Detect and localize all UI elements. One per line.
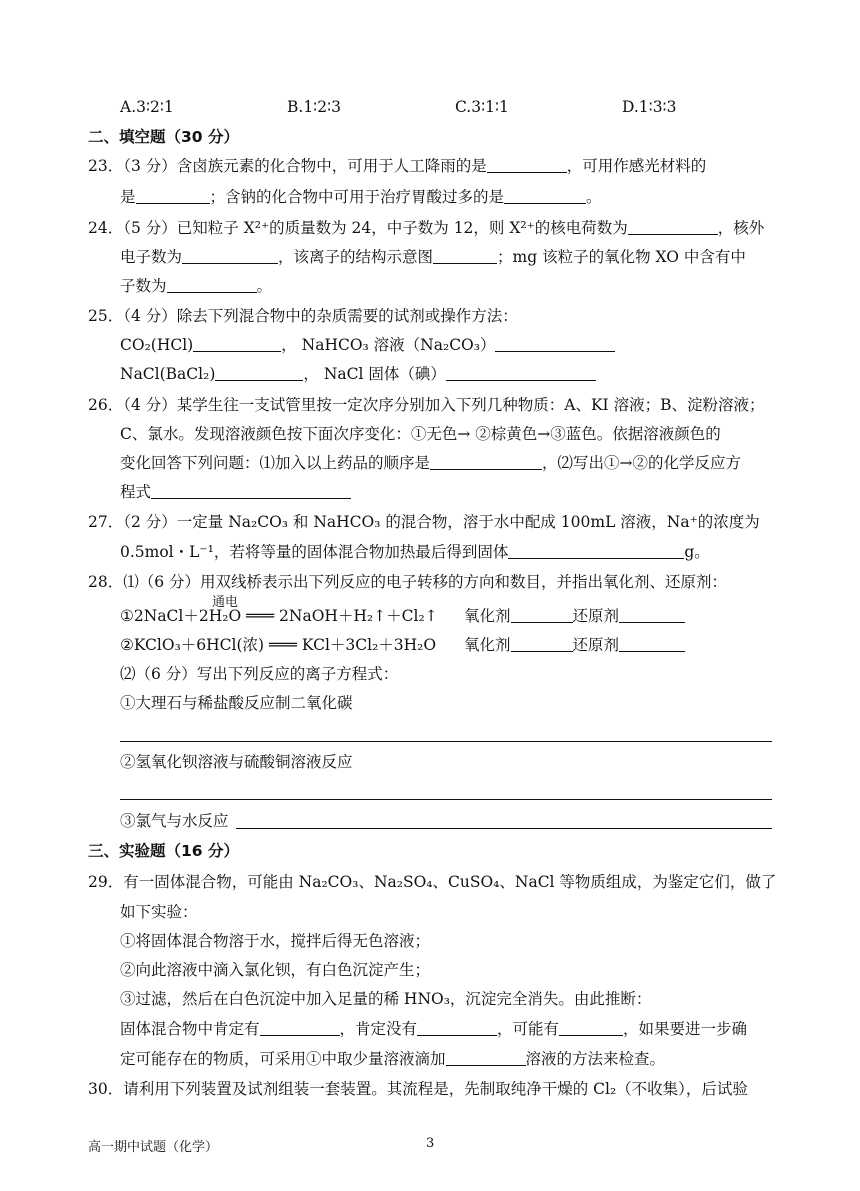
q26-line3: 变化回答下列问题：⑴加入以上药品的顺序是 ，⑵写出①→②的化学反应方 (120, 454, 742, 472)
answer-line-3 (236, 828, 772, 829)
q26-line2: C、氯水。发现溶液颜色按下面次序变化：①无色→ ②棕黄色→③蓝色。依据溶液颜色的 (120, 425, 721, 443)
q29-conclusion2: 定可能存在的物质，可采用①中取少量溶液滴加 溶液的方法来检查。 (120, 1050, 666, 1068)
page-number: 3 (426, 1136, 435, 1151)
q24-line2: 电子数为 ，该离子的结构示意图 ；mg 该粒子的氧化物 XO 中含有中 (120, 248, 746, 266)
section-heading-fill-in: 二、填空题（30 分） (88, 128, 239, 146)
q24-line1: 24．（5 分）已知粒子 X²⁺的质量数为 24，中子数为 12，则 X²⁺的核电荷数为 ，核外 (88, 219, 765, 237)
answer-line-2 (120, 799, 772, 800)
q28-line1: 28．⑴（6 分）用双线桥表示出下列反应的电子转移的方向和数目，并指出氧化剂、还原剂： (88, 573, 728, 591)
electrolysis-condition: 通电 (212, 595, 239, 610)
q25-line2: CO₂(HCl) ， NaHCO₃ 溶液（Na₂CO₃） (120, 334, 615, 356)
q25-line3: NaCl(BaCl₂) ， NaCl 固体（碘） (120, 363, 596, 385)
answer-line-1 (120, 741, 772, 742)
footer-title: 高一期中试题（化学） (88, 1140, 219, 1155)
option-c: C.3∶1∶1 (455, 98, 509, 116)
q29-step2: ②向此溶液中滴入氯化钡，有白色沉淀产生； (120, 961, 431, 979)
q26-line4: 程式 (120, 481, 351, 503)
q28-reaction2: ②KClO₃＋6HCl(浓) ═══ KCl＋3Cl₂＋3H₂O (120, 636, 437, 654)
q29-line2: 如下实验： (120, 903, 198, 921)
option-b: B.1∶2∶3 (287, 98, 341, 116)
q23-line1: 23．（3 分）含卤族元素的化合物中，可用于人工降雨的是 ，可用作感光材料的 (88, 157, 707, 175)
q29-step3: ③过滤，然后在白色沉淀中加入足量的稀 HNO₃，沉淀完全消失。由此推断： (120, 990, 652, 1008)
option-d: D.1∶3∶3 (622, 98, 677, 116)
q27-line2: 0.5mol・L⁻¹，若将等量的固体混合物加热最后得到固体 g。 (120, 543, 710, 561)
q24-line3: 子数为 。 (120, 277, 273, 295)
q28-r1-agents: 氧化剂 还原剂 (464, 605, 685, 627)
option-a: A.3∶2∶1 (120, 98, 174, 116)
q28-item3: ③氯气与水反应 (120, 812, 229, 830)
q27-line1: 27．（2 分）一定量 Na₂CO₃ 和 NaHCO₃ 的混合物，溶于水中配成 100mL 溶液，Na⁺的浓度为 (88, 513, 760, 531)
q28-r2-agents: 氧化剂 还原剂 (464, 634, 685, 656)
q29-line1: 29．有一固体混合物，可能由 Na₂CO₃、Na₂SO₄、CuSO₄、NaCl 等物质组成，为鉴定它们，做了 (88, 873, 777, 891)
section-heading-experiment: 三、实验题（16 分） (88, 842, 239, 860)
q28-reaction1: ①2NaCl＋2H₂O ═══ 2NaOH＋H₂↑＋Cl₂↑ (120, 607, 438, 625)
q28-item2: ②氢氧化钡溶液与硫酸铜溶液反应 (120, 753, 353, 771)
q28-item1: ①大理石与稀盐酸反应制二氧化碳 (120, 694, 353, 712)
q30-line1: 30．请利用下列装置及试剂组装一套装置。其流程是，先制取纯净干燥的 Cl₂（不收集），后试验 (88, 1080, 748, 1098)
q26-line1: 26．（4 分）某学生往一支试管里按一定次序分别加入下列几种物质：A、KI 溶液；B、淀粉溶液； (88, 396, 765, 414)
q28-part2: ⑵（6 分）写出下列反应的离子方程式： (120, 665, 399, 683)
q29-step1: ①将固体混合物溶于水，搅拌后得无色溶液； (120, 932, 431, 950)
q29-conclusion1: 固体混合物中肯定有 ，肯定没有 ，可能有 ，如果要进一步确 (120, 1020, 748, 1038)
q23-line2: 是 ；含钠的化合物中可用于治疗胃酸过多的是 。 (120, 188, 602, 206)
q25-line1: 25．（4 分）除去下列混合物中的杂质需要的试剂或操作方法： (88, 307, 518, 325)
